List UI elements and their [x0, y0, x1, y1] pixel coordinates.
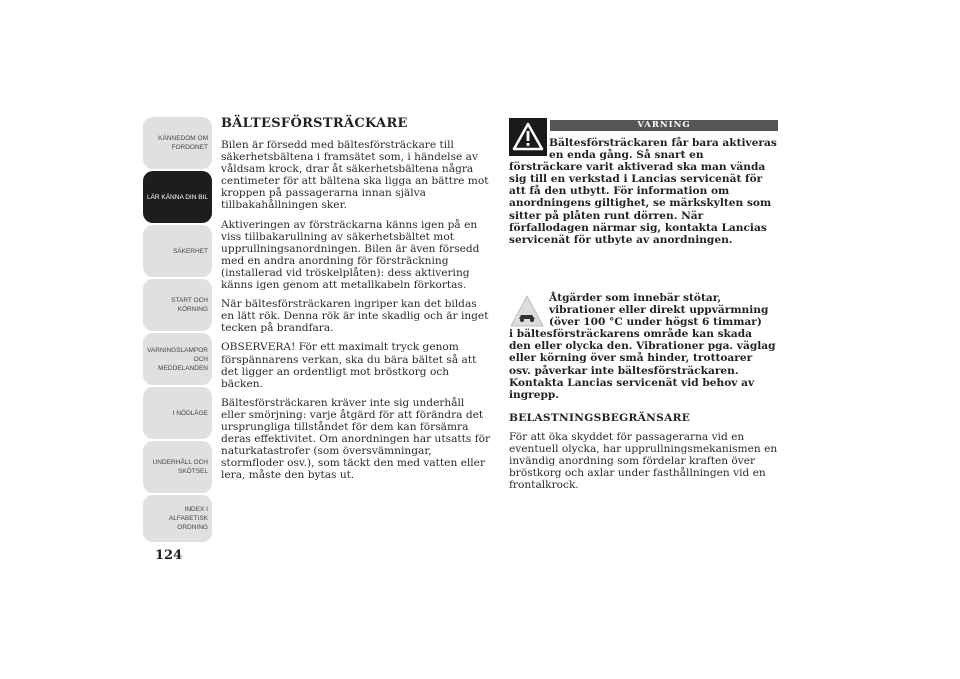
paragraph: Bältesförsträckaren kräver inte sig underhåll eller smörjning: varje åtgärd för att förändra det ursprungliga tillståndet för dem kan försämra deras effektivitet. Om anordningen har utsatts för naturkatastrofer (som översvämningar, stormfloder osv.), som täckt den med vatten eller lera, måste den bytas ut.	[221, 396, 491, 482]
caution-text-body: i bältesförsträckarens område kan skada den eller olycka den. Vibrationer pga. väglag eller körning över små hinder, trottoarer osv. påverkar inte bältesförsträckaren. Kontakta Lancias servicenät vid behov av ingrepp.	[509, 328, 776, 401]
tab-start-och-korning[interactable]	[143, 279, 212, 331]
page-number: 124	[155, 548, 183, 563]
tab-kannedom-om-fordonet[interactable]	[143, 117, 212, 169]
tab-underhall-och-skotsel[interactable]	[143, 441, 212, 493]
section-title: BÄLTESFÖRSTRÄCKARE	[221, 116, 408, 131]
paragraph: För att öka skyddet för passagerarna vid en eventuell olycka, har upprullningsmekanismen en invändig anordning som fördelar kraften över bröstkorg och axlar under fasthållningen vid en frontalkrock.	[509, 431, 778, 492]
tab-label: I NÖDLÄGE	[172, 409, 208, 417]
warning-box	[509, 118, 781, 278]
caution-text-indented: Åtgärder som innebär stötar, vibrationer eller direkt uppvärmning (över 100 °C under högst 6 timmar)	[549, 292, 769, 329]
left-column	[221, 139, 491, 488]
tab-label: START OCH KÖRNING	[171, 297, 208, 313]
tab-label: UNDERHÅLL OCH SKÖTSEL	[152, 459, 208, 475]
paragraph: Bilen är försedd med bältesförsträckare till säkerhetsbältena i framsätet som, i händelse av våldsam krock, drar åt säkerhetsbältena några centimeter för att bältena ska ligga an bättre mot kroppen på passagerarna innan själva tillbakahållningen sker.	[221, 139, 489, 212]
tab-varningslampor[interactable]	[143, 333, 212, 385]
paragraph: OBSERVERA! För ett maximalt tryck genom förspännarens verkan, ska du bära bältet så att det ligger an ordentligt mot bröstkorg och bäcken.	[221, 341, 477, 390]
warning-header: VARNING	[550, 120, 778, 131]
paragraph: Aktiveringen av försträckarna känns igen på en viss tillbakarullning av säkerhetsbältet mot upprullningsanordningen. Bilen är även försedd med en andra anordning för försträckning (installerad vid tröskelplåten): dess aktivering känns igen genom att metallkabeln förkortas.	[221, 218, 480, 292]
tab-label: LÄR KÄNNA DIN BIL	[146, 193, 208, 201]
tab-label: SÄKERHET	[172, 247, 208, 255]
tab-label: VARNINGSLAMPOR OCH MEDDELANDEN	[147, 346, 208, 372]
tab-index[interactable]	[143, 495, 212, 542]
tab-lar-kanna-din-bil[interactable]	[143, 171, 212, 223]
caution-text	[509, 292, 777, 401]
tab-i-nodlage[interactable]	[143, 387, 212, 439]
warning-text-indented: Bältesförsträckaren får bara aktiveras en enda gång. Så snart en	[549, 137, 777, 162]
subheading: BELASTNINGSBEGRÄNSARE	[509, 412, 691, 424]
tab-sakerhet[interactable]	[143, 225, 212, 277]
tab-label: INDEX I ALFABETISK ORDNING	[168, 506, 208, 531]
warning-text-body: försträckare varit aktiverad ska man vända sig till en verkstad i Lancias servicenät för att få den utbytt. För information om anordningens giltighet, se märkskylten som sitter på plåten runt dörren. När förfallodagen närmar sig, kontakta Lancias servicenät för utbyte av anordningen.	[509, 161, 772, 246]
paragraph: När bältesförsträckaren ingriper kan det bildas en lätt rök. Denna rök är inte skadlig och är inget tecken på brandfara.	[221, 298, 489, 335]
warning-text	[509, 137, 779, 246]
tab-label: KÄNNEDOM OM FORDONET	[158, 135, 208, 151]
